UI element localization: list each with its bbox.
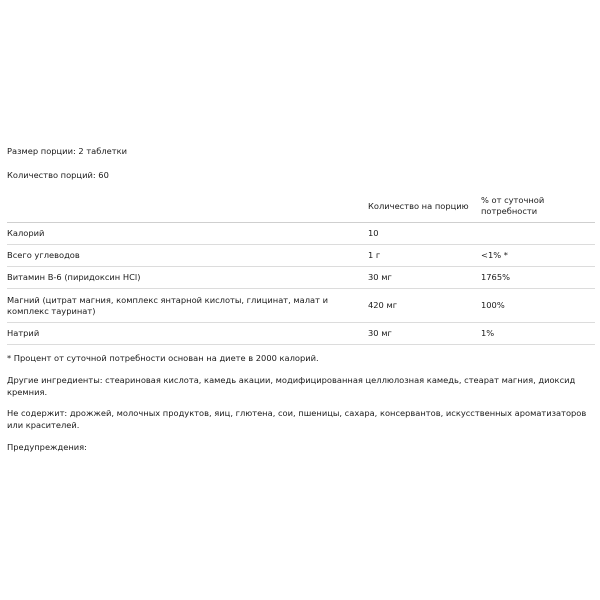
nutrient-daily-value: 1765%: [481, 272, 510, 282]
nutrient-amount: 30 мг: [368, 272, 392, 282]
nutrient-amount: 420 мг: [368, 300, 398, 310]
serving-size: Размер порции: 2 таблетки: [7, 146, 127, 156]
nutrient-amount: 1 г: [368, 250, 381, 260]
other-ingredients: Другие ингредиенты: стеариновая кислота, камедь акации, модифицированная целлюлозная камедь, стеарат магния, диоксид кремния.: [7, 375, 576, 397]
nutrient-name: Натрий: [7, 328, 40, 338]
table-row: [7, 223, 595, 245]
table-header-row: [7, 190, 595, 223]
supplement-facts-table: [7, 190, 595, 345]
nutrient-daily-value: <1% *: [481, 250, 508, 260]
nutrient-daily-value: 1%: [481, 328, 495, 338]
nutrient-amount: 10: [368, 228, 379, 238]
warnings-label: Предупреждения:: [7, 442, 87, 452]
free-of-statement: Не содержит: дрожжей, молочных продуктов, яиц, глютена, сои, пшеницы, сахара, консервантов, искусственных ароматизаторов или красителей.: [7, 408, 587, 430]
header-amount-per-serving: Количество на порцию: [368, 200, 469, 211]
nutrient-name: Всего углеводов: [7, 250, 80, 260]
nutrient-amount: 30 мг: [368, 328, 392, 338]
table-row: [7, 323, 595, 345]
table-row: [7, 245, 595, 267]
nutrient-name: Магний (цитрат магния, комплекс янтарной кислоты, глицинат, малат и комплекс тауринат): [7, 294, 328, 316]
table-row: [7, 267, 595, 289]
header-daily-value: % от суточной потребности: [481, 195, 545, 216]
nutrient-name: Витамин B-6 (пиридоксин HCl): [7, 272, 141, 282]
servings-count: Количество порций: 60: [7, 170, 109, 180]
table-row: [7, 289, 595, 323]
daily-value-footnote: * Процент от суточной потребности основан на диете в 2000 калорий.: [7, 353, 319, 363]
nutrient-name: Калорий: [7, 228, 45, 238]
nutrient-daily-value: 100%: [481, 300, 505, 310]
